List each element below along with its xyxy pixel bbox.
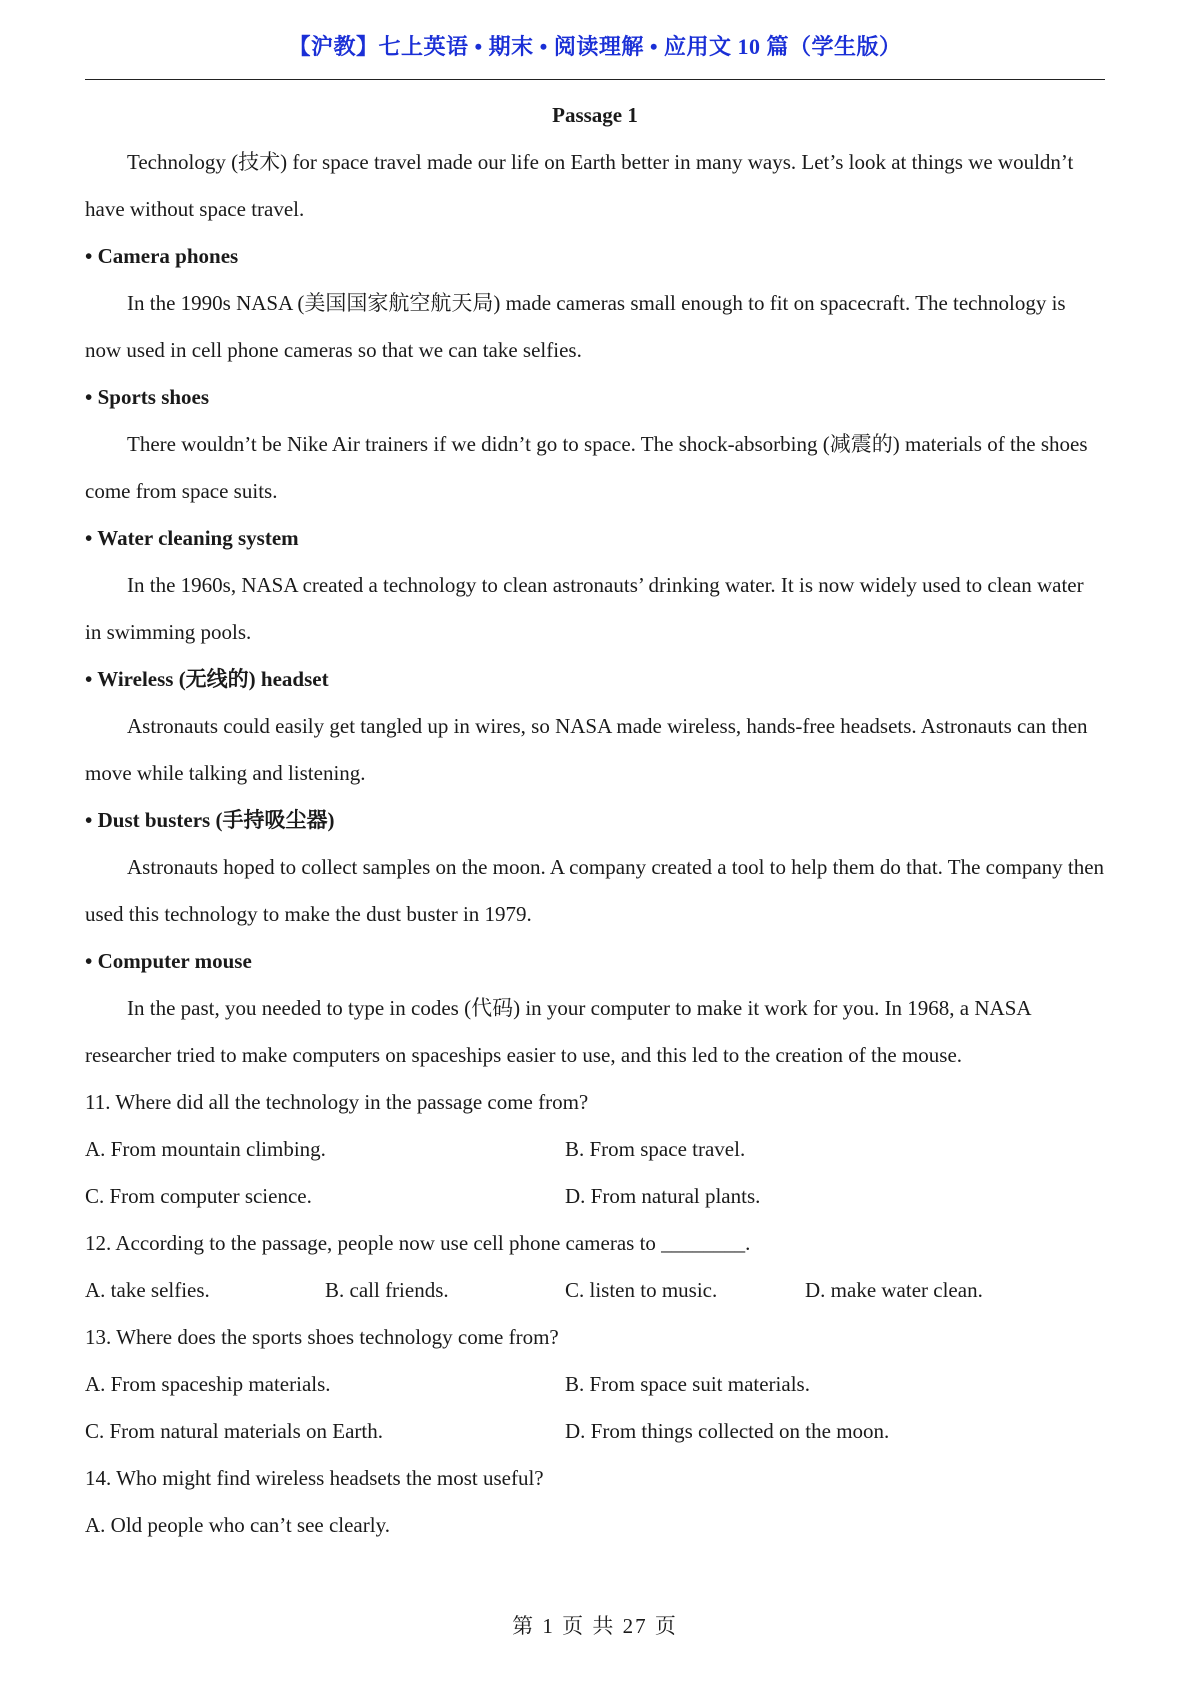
section-heading-wireless-headset: • Wireless (无线的) headset (85, 667, 329, 691)
option-d[interactable]: D. From natural plants. (565, 1184, 761, 1208)
option-c[interactable]: C. From natural materials on Earth. (85, 1419, 384, 1443)
section-heading-sports-shoes: • Sports shoes (85, 385, 210, 409)
section-heading-camera-phones: • Camera phones (85, 244, 239, 268)
section-text-dust-busters: Astronauts hoped to collect samples on the moon. A company created a tool to help them do that. The company then used this technology to make the dust buster in 1979. (85, 855, 1105, 926)
question-13: 13. Where does the sports shoes technology come from? (85, 1325, 559, 1349)
option-a[interactable]: A. From spaceship materials. (85, 1372, 331, 1396)
document-header-title: 【沪教】七上英语 • 期末 • 阅读理解 • 应用文 10 篇（学生版） (288, 34, 902, 59)
option-c[interactable]: C. From computer science. (85, 1184, 312, 1208)
section-text-water-cleaning: In the 1960s, NASA created a technology to clean astronauts’ drinking water. It is now widely used to clean water in swimming pools. (85, 573, 1084, 644)
question-11-options-row2 (85, 1173, 1105, 1220)
header-divider (85, 79, 1105, 80)
section-text-computer-mouse: In the past, you needed to type in codes (代码) in your computer to make it work for you. In 1968, a NASA researcher tried to make computers on spaceships easier to use, and this led to the creation of the mouse. (85, 996, 1031, 1067)
question-13-options (85, 1361, 1105, 1408)
passage-title: Passage 1 (552, 103, 638, 127)
option-b[interactable]: B. From space suit materials. (565, 1372, 810, 1396)
section-heading-water-cleaning: • Water cleaning system (85, 526, 299, 550)
question-14-options (85, 1502, 1105, 1549)
option-d[interactable]: D. From things collected on the moon. (565, 1419, 890, 1443)
question-14: 14. Who might find wireless headsets the most useful? (85, 1466, 544, 1490)
section-text-sports-shoes: There wouldn’t be Nike Air trainers if we didn’t go to space. The shock-absorbing (减震的) materials of the shoes come from space suits. (85, 432, 1088, 503)
page-number: 第 1 页 共 27 页 (512, 1614, 678, 1638)
option-b[interactable]: B. call friends. (325, 1278, 449, 1302)
question-12: 12. According to the passage, people now use cell phone cameras to ________. (85, 1231, 751, 1255)
document-body (85, 92, 1105, 1549)
option-a[interactable]: A. take selfies. (85, 1278, 210, 1302)
option-a[interactable]: A. Old people who can’t see clearly. (85, 1513, 390, 1537)
section-text-camera-phones: In the 1990s NASA (美国国家航空航天局) made cameras small enough to fit on spacecraft. The technology is now used in cell phone cameras so that we can take selfies. (85, 291, 1066, 362)
option-b[interactable]: B. From space travel. (565, 1137, 746, 1161)
question-12-options (85, 1267, 1105, 1314)
question-13-options-row2 (85, 1408, 1105, 1455)
section-heading-dust-busters: • Dust busters (手持吸尘器) (85, 808, 335, 832)
option-a[interactable]: A. From mountain climbing. (85, 1137, 326, 1161)
section-text-wireless-headset: Astronauts could easily get tangled up in wires, so NASA made wireless, hands-free headsets. Astronauts can then move while talking and listening. (85, 714, 1088, 785)
option-c[interactable]: C. listen to music. (565, 1278, 718, 1302)
question-11-options (85, 1126, 1105, 1173)
option-d[interactable]: D. make water clean. (805, 1278, 983, 1302)
question-11: 11. Where did all the technology in the passage come from? (85, 1090, 589, 1114)
passage-intro: Technology (技术) for space travel made our life on Earth better in many ways. Let’s look at things we wouldn’t have without space travel. (85, 150, 1074, 221)
section-heading-computer-mouse: • Computer mouse (85, 949, 252, 973)
